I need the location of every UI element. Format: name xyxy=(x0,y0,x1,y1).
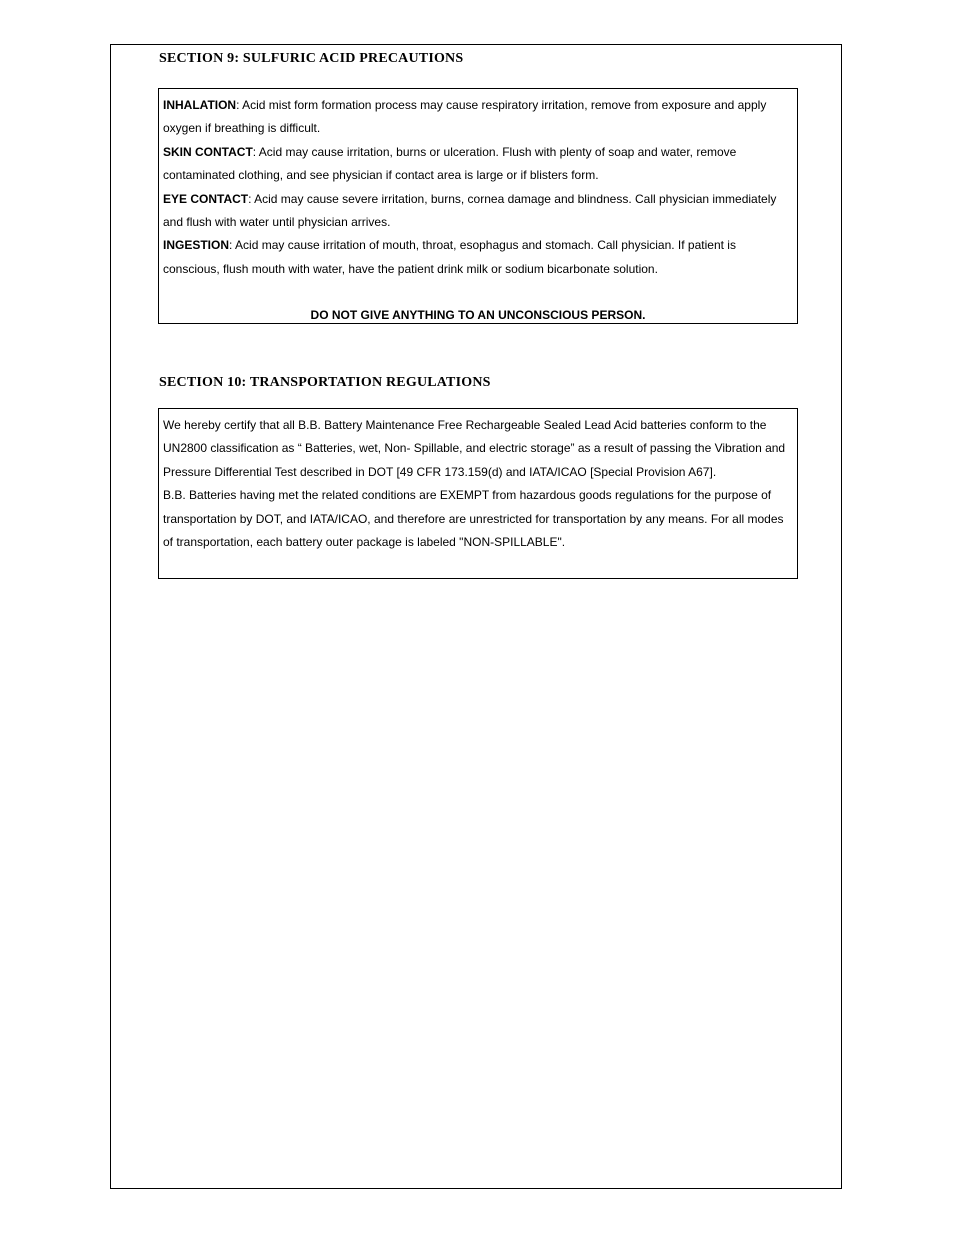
eye-contact-text: : Acid may cause severe irritation, burns, cornea damage and blindness. Call physician immediately and flush with water until physician arrives. xyxy=(163,191,777,230)
transportation-regulations-box xyxy=(158,408,798,579)
inhalation-label: INHALATION xyxy=(163,98,237,112)
skin-contact-label: SKIN CONTACT xyxy=(163,144,253,159)
sulfuric-acid-precautions-box xyxy=(158,88,798,324)
inhalation-text: : Acid mist form formation process may cause respiratory irritation, remove from exposure and apply oxygen if breathing is difficult. xyxy=(163,98,767,136)
ingestion-entry xyxy=(163,234,793,281)
eye-contact-label: EYE CONTACT xyxy=(163,191,249,206)
unconscious-person-warning: DO NOT GIVE ANYTHING TO AN UNCONSCIOUS PERSON. xyxy=(310,308,646,323)
inhalation-entry xyxy=(163,94,793,141)
exemption-paragraph: B.B. Batteries having met the related conditions are EXEMPT from hazardous goods regulations for the purpose of transportation by DOT, and IATA/ICAO, and therefore are unrestricted for transportation by any means. For all modes of transportation, each battery outer package is labeled "NON-SPILLABLE". xyxy=(163,488,784,550)
skin-contact-text: : Acid may cause irritation, burns or ulceration. Flush with plenty of soap and water, remove contaminated clothing, and see physician if contact area is large or if blisters form. xyxy=(163,144,737,183)
section-9-heading: SECTION 9: SULFURIC ACID PRECAUTIONS xyxy=(159,51,464,66)
certification-paragraph: We hereby certify that all B.B. Battery Maintenance Free Rechargeable Sealed Lead Acid batteries conform to the UN2800 classification as “ Batteries, wet, Non- Spillable, and electric storage” as a result of passing the Vibration and Pressure Differential Test described in DOT [49 CFR 173.159(d) and IATA/ICAO [Special Provision A67]. xyxy=(163,418,786,479)
skin-contact-entry xyxy=(163,141,793,188)
ingestion-text: : Acid may cause irritation of mouth, throat, esophagus and stomach. Call physician. If patient is conscious, flush mouth with water, have the patient drink milk or sodium bicarbonate solution. xyxy=(163,238,736,276)
eye-contact-entry xyxy=(163,188,793,235)
section-10-heading: SECTION 10: TRANSPORTATION REGULATIONS xyxy=(159,375,491,390)
ingestion-label: INGESTION xyxy=(163,238,230,253)
